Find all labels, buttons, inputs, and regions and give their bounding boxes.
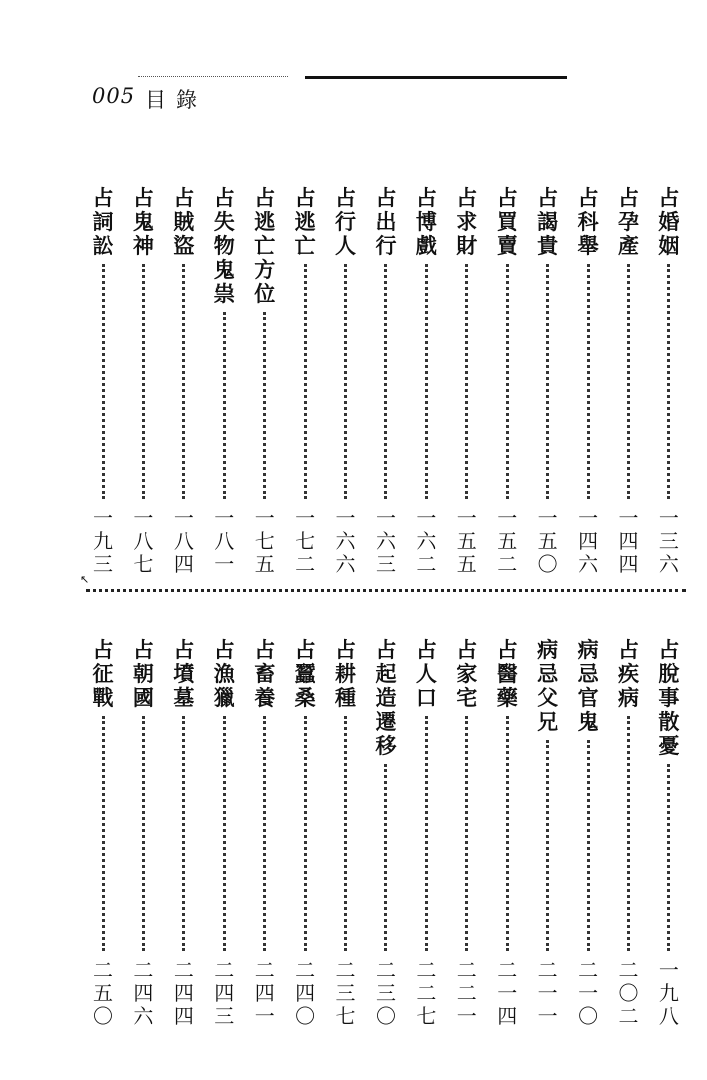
toc-entry-title: 占謁貴 [537,186,559,258]
toc-entry-page: 二一〇 [578,958,599,1028]
toc-entry [613,186,643,576]
toc-entry [290,638,320,1028]
toc-entry [654,638,684,1028]
toc-entry-title: 占耕種 [335,638,357,710]
dot-leader [546,264,549,499]
toc-entry-page: 二五〇 [93,958,113,1028]
toc-entry [331,638,361,1028]
dot-leader [263,312,266,499]
toc-entry-title: 占逃亡 [294,186,316,258]
toc-entry [492,638,522,1028]
toc-entry [88,638,118,1028]
toc-entry-page: 一六三 [375,506,396,576]
toc-entry-page: 一三六 [658,506,679,576]
toc-entry [492,186,522,576]
toc-entry-title: 占失物鬼祟 [213,186,235,306]
dot-leader [142,716,145,951]
toc-entry-title: 占家宅 [456,638,478,710]
dot-leader [465,716,468,951]
dot-leader [223,312,226,499]
toc-entry-page: 二三七 [335,958,356,1028]
toc-entry-title: 占疾病 [617,638,639,710]
toc-entry [290,186,320,576]
toc-entry [573,186,603,576]
dot-leader [627,264,630,499]
toc-entry-title: 占行人 [335,186,357,258]
dot-leader [384,264,387,499]
toc-entry-page: 二四三 [214,958,235,1028]
toc-entry-page: 一五〇 [537,506,558,576]
toc-entry-title: 占醫藥 [496,638,518,710]
toc-entry [209,638,239,1028]
toc-entry-page: 一四六 [578,506,599,576]
header-rule-dotted [138,76,288,77]
page-number: 005 [92,84,136,108]
toc-entry-page: 一七二 [295,506,316,576]
toc-entry [250,638,280,1028]
toc-entry-page: 一五二 [497,506,518,576]
toc-entry-title: 占征戰 [92,638,114,710]
toc-entry-title: 占出行 [375,186,397,258]
dot-leader [182,264,185,499]
toc-entry-title: 占買賣 [496,186,518,258]
toc-entry-page: 一九八 [658,958,679,1028]
toc-entry-title: 占婚姻 [658,186,680,258]
toc-entry-page: 二四六 [133,958,154,1028]
toc-entry-page: 二一四 [497,958,518,1028]
dot-leader [182,716,185,951]
toc-entry-title: 病忌父兄 [537,638,559,734]
toc-entry-page: 一六六 [335,506,356,576]
dot-leader [344,264,347,499]
toc-entry-title: 占賊盜 [173,186,195,258]
dot-leader [263,716,266,951]
toc-entry-title: 占漁獵 [213,638,235,710]
toc-entry-page: 二四一 [254,958,275,1028]
toc-entry-page: 二一一 [537,958,558,1028]
toc-entry [573,638,603,1028]
dot-leader [102,264,105,499]
toc-entry-page: 二二一 [456,958,477,1028]
toc-entry-title: 占逃亡方位 [254,186,276,306]
toc-entry-title: 占朝國 [132,638,154,710]
toc-entry-title: 占蠶桑 [294,638,316,710]
dot-leader [304,264,307,499]
toc-entry-title: 占脫事散憂 [658,638,680,758]
dot-leader [667,264,670,499]
toc-entry [250,186,280,576]
toc-entry-page: 二四四 [173,958,194,1028]
toc-section-upper [86,186,686,576]
dot-leader [102,716,105,951]
section-divider [86,589,686,592]
toc-entry-title: 占博戲 [415,186,437,258]
toc-entry-title: 占起造遷移 [375,638,397,758]
toc-entry-title: 占詞訟 [92,186,114,258]
toc-entry-page: 二三〇 [375,958,396,1028]
toc-entry-title: 占畜養 [254,638,276,710]
dot-leader [304,716,307,951]
toc-entry-page: 一八七 [133,506,154,576]
toc-entry-page: 一九三 [93,506,113,576]
toc-entry [613,638,643,1028]
toc-entry-page: 一五五 [456,506,477,576]
toc-entry [533,638,563,1028]
toc-entry-page: 一八四 [173,506,194,576]
dot-leader [425,264,428,499]
toc-entry [128,638,158,1028]
dot-leader [587,740,590,951]
dot-leader [506,716,509,951]
toc-entry [411,186,441,576]
toc-entry [654,186,684,576]
toc-entry [209,186,239,576]
toc-entry [411,638,441,1028]
toc-entry-title: 占科舉 [577,186,599,258]
toc-entry-page: 一四四 [618,506,639,576]
dot-leader [627,716,630,951]
toc-entry-title: 占墳墓 [173,638,195,710]
toc-entry [371,638,401,1028]
toc-entry-page: 一七五 [254,506,275,576]
toc-entry-page: 二四〇 [295,958,316,1028]
toc-entry-page: 二二七 [416,958,437,1028]
toc-entry [533,186,563,576]
toc-entry [452,638,482,1028]
dot-leader [667,764,670,951]
toc-entry [88,186,118,576]
toc-entry [452,186,482,576]
toc-entry-title: 占孕產 [617,186,639,258]
dot-leader [344,716,347,951]
dot-leader [587,264,590,499]
page-title: 目錄 [145,88,207,112]
stray-mark: ↖ [80,573,90,586]
dot-leader [142,264,145,499]
toc-entry [128,186,158,576]
toc-entry-page: 二〇二 [618,958,639,1028]
dot-leader [465,264,468,499]
toc-entry-title: 占鬼神 [132,186,154,258]
dot-leader [546,740,549,951]
dot-leader [384,764,387,951]
toc-entry-page: 一八一 [214,506,235,576]
toc-entry [169,638,199,1028]
toc-entry-page: 一六二 [416,506,437,576]
dot-leader [425,716,428,951]
toc-entry-title: 病忌官鬼 [577,638,599,734]
toc-entry [169,186,199,576]
toc-section-lower [86,638,686,1028]
header-rule-solid [305,76,567,79]
dot-leader [223,716,226,951]
toc-entry-title: 占人口 [415,638,437,710]
toc-entry [371,186,401,576]
toc-entry-title: 占求財 [456,186,478,258]
dot-leader [506,264,509,499]
toc-entry [331,186,361,576]
